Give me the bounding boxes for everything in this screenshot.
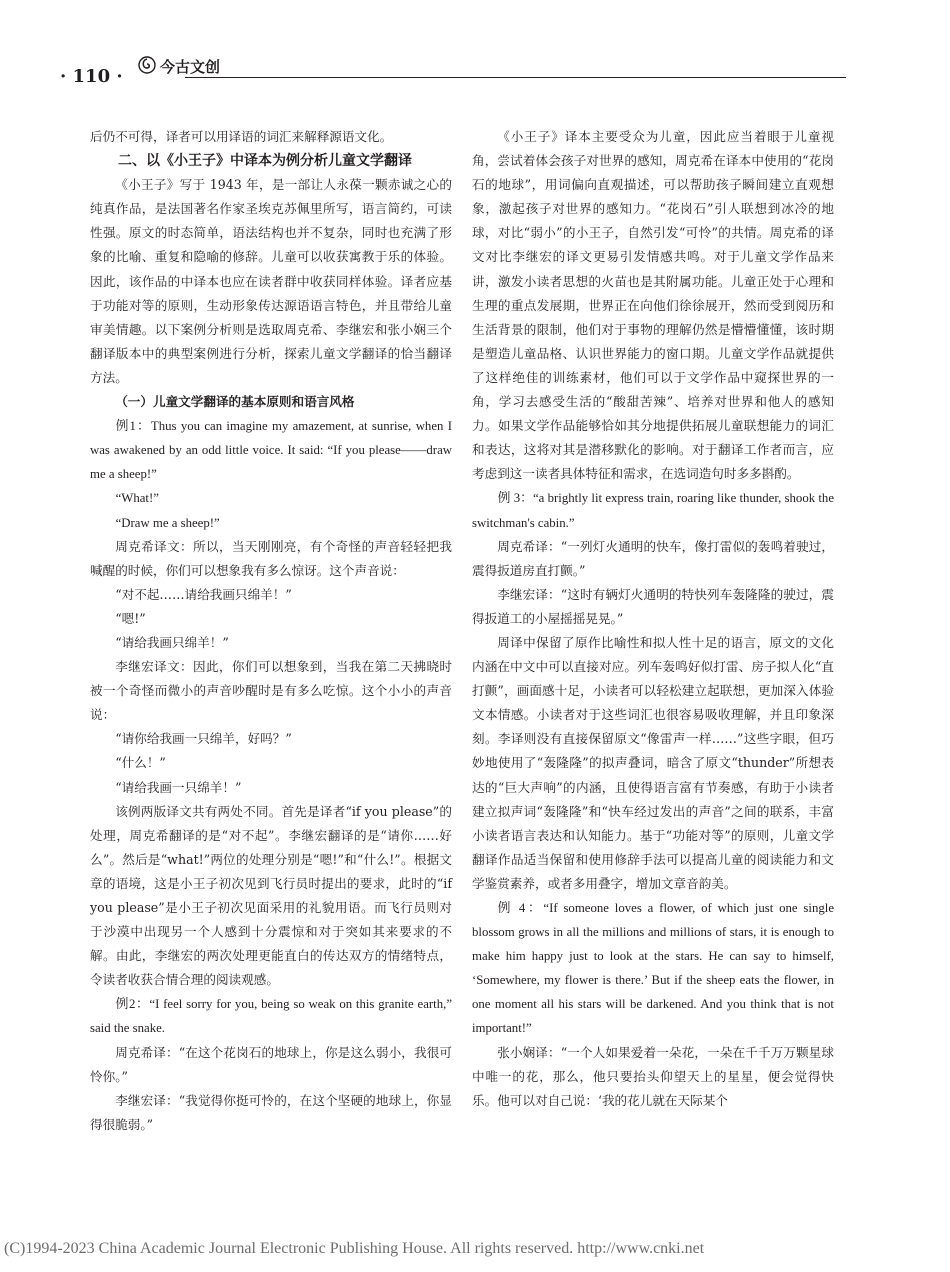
paragraph: 周克希译：“在这个花岗石的地球上，你是这么弱小，我很可怜你。” xyxy=(90,1044,452,1084)
paragraph: “Draw me a sheep!” xyxy=(115,515,220,530)
paragraph: 周克希译：“一列灯火通明的快车，像打雷似的轰鸣着驶过，震得扳道房直打颤。” xyxy=(472,538,834,578)
paragraph: “请给我画只绵羊！” xyxy=(115,634,229,650)
paragraph: 后仍不可得，译者可以用译语的词汇来解释源语文化。 xyxy=(90,129,393,144)
paragraph: 张小娴译：“一个人如果爱着一朵花，一朵在千千万万颗星球中唯一的花，那么，他只要抬头仰望天上的星星，便会觉得快乐。他可以对自己说：‘我的花儿就在天际某个 xyxy=(472,1044,834,1108)
paragraph: 例2：“I feel sorry for you, being so weak on this granite earth,” said the snake. xyxy=(90,997,452,1036)
paragraph: 例 3：“a brightly lit express train, roaring like thunder, shook the switchman's cabin.” xyxy=(472,491,834,530)
left-column xyxy=(90,125,452,1137)
journal-name: 今古文创 xyxy=(160,58,221,76)
paragraph: “什么！” xyxy=(115,755,166,771)
paragraph: 李继宏译：“我觉得你挺可怜的，在这个坚硬的地球上，你显得很脆弱。” xyxy=(90,1092,452,1132)
paragraph: “请给我画一只绵羊！” xyxy=(115,779,242,795)
paragraph: 《小王子》写于 1943 年，是一部让人永葆一颗赤诚之心的纯真作品，是法国著名作家圣埃克苏佩里所写，语言简约，可读性强。原文的时态简单，语法结构也并不复杂，同时也充满了形象的比喻、重复和隐喻的修辞。儿童可以收获寓教于乐的体验。因此，该作品的中译本也应在读者群中收获同样体验。译者应基于功能对等的原则，生动形象传达源语语言特色，并且带给儿童审美情趣。以下案例分析则是选取周克希、李继宏和张小娴三个翻译版本中的典型案例进行分析，探索儿童文学翻译的恰当翻译方法。 xyxy=(90,177,452,385)
page-number: · 110 · xyxy=(60,66,123,87)
paragraph: “请你给我画一只绵羊，好吗？” xyxy=(115,731,292,747)
page-header xyxy=(60,54,846,90)
copyright-footer: (C)1994-2023 China Academic Journal Electronic Publishing House. All rights reserved. http://www.cnki.net xyxy=(4,1240,705,1257)
header-rule xyxy=(185,77,846,78)
paragraph: 《小王子》译本主要受众为儿童，因此应当着眼于儿童视角，尝试着体会孩子对世界的感知，周克希在译本中使用的“花岗石的地球”，用词偏向直观描述，可以帮助孩子瞬间建立直观想象，激起孩子对世界的感知力。“花岗石”引人联想到冰冷的地球，对比“弱小”的小王子，自然引发“可怜”的共情。周克希的译文对比李继宏的译文更易引发情感共鸣。对于儿童文学作品来讲，激发小读者思想的火苗也是其附属功能。儿童正处于心理和生理的重点发展期，世界正在向他们徐徐展开，然而受到阅历和生活背景的限制，他们对于事物的理解仍然是懵懵懂懂，该时期是塑造儿童品格、认识世界能力的窗口期。儿童文学作品就提供了这样绝佳的训练素材，他们可以于文学作品中窥探世界的一角，学习去感受生活的“酸甜苦辣”、培养对世界和他人的感知力。如果文学作品能够恰如其分地提供拓展儿童联想能力的词汇和表达，这将对其是潜移默化的影响。对于翻译工作者而言，应考虑到这一读者具体特征和需求，在选词造句时多多斟酌。 xyxy=(472,129,834,482)
paragraph: 该例两版译文共有两处不同。首先是译者“if you please”的处理，周克希翻译的是“对不起”。李继宏翻译的是“请你……好么”。然后是“what!”两位的处理分别是“嗯!”和“什么!”。根据文章的语境，这是小王子初次见到飞行员时提出的要求，此时的“if you please”是小王子初次见面采用的礼貌用语。而飞行员则对于沙漠中出现另一个人感到十分震惊和对于突如其来要求的不解。由此，李继宏的两次处理更能直白的传达双方的情绪特点，令读者收获合情合理的阅读观感。 xyxy=(90,803,452,988)
section-heading: 二、以《小王子》中译本为例分析儿童文学翻译 xyxy=(118,153,412,170)
paragraph: “What!” xyxy=(115,491,159,506)
swirl-logo-icon xyxy=(138,56,156,74)
paragraph: 例1：Thus you can imagine my amazement, at sunrise, when I was awakened by an odd little voice. It said: “If you please——draw me a sheep!” xyxy=(90,419,452,482)
paragraph: 周克希译文：所以，当天刚刚亮，有个奇怪的声音轻轻把我喊醒的时候，你们可以想象我有多么惊讶。这个声音说： xyxy=(90,538,452,578)
section-heading: （一）儿童文学翻译的基本原则和语言风格 xyxy=(115,394,355,410)
paragraph: “嗯!” xyxy=(115,610,146,626)
paragraph: 例 4：“If someone loves a flower, of which just one single blossom grows in all the millions and millions of stars, it is enough to make him happy just to look at the stars. He can say to himself, ‘Somewhere, my flower is there.’ But if the sheep eats the flower, in one moment all his stars will be darkened. And you think that is not important!” xyxy=(472,901,834,1036)
paragraph: 李继宏译：“这时有辆灯火通明的特快列车轰隆隆的驶过，震得扳道工的小屋摇摇晃晃。” xyxy=(472,586,834,626)
right-column xyxy=(472,125,834,1113)
paragraph: 李继宏译文：因此，你们可以想象到，当我在第二天拂晓时被一个奇怪而微小的声音吵醒时是有多么吃惊。这个小小的声音说： xyxy=(90,659,452,723)
paragraph: “对不起……请给我画只绵羊！” xyxy=(115,586,292,602)
paragraph: 周译中保留了原作比喻性和拟人性十足的语言，原文的文化内涵在中文中可以直接对应。列车轰鸣好似打雷、房子拟人化“直打颤”，画面感十足，小读者可以轻松建立起联想，更加深入体验文本情感。小读者对于这些词汇也很容易吸收理解，并且印象深刻。李译则没有直接保留原文“像雷声一样……”这些字眼，但巧妙地使用了“轰隆隆”的拟声叠词，暗含了原文“thunder”所想表达的“巨大声响”的内涵，且使得语言富有节奏感，有助于小读者建立拟声词“轰隆隆”和“快车经过发出的声音”之间的联系，丰富小读者语言表达和认知能力。基于“功能对等”的原则，儿童文学翻译作品适当保留和使用修辞手法可以提高儿童的阅读能力和文学鉴赏素养，或者多用叠字，增加文章音韵美。 xyxy=(472,634,834,891)
